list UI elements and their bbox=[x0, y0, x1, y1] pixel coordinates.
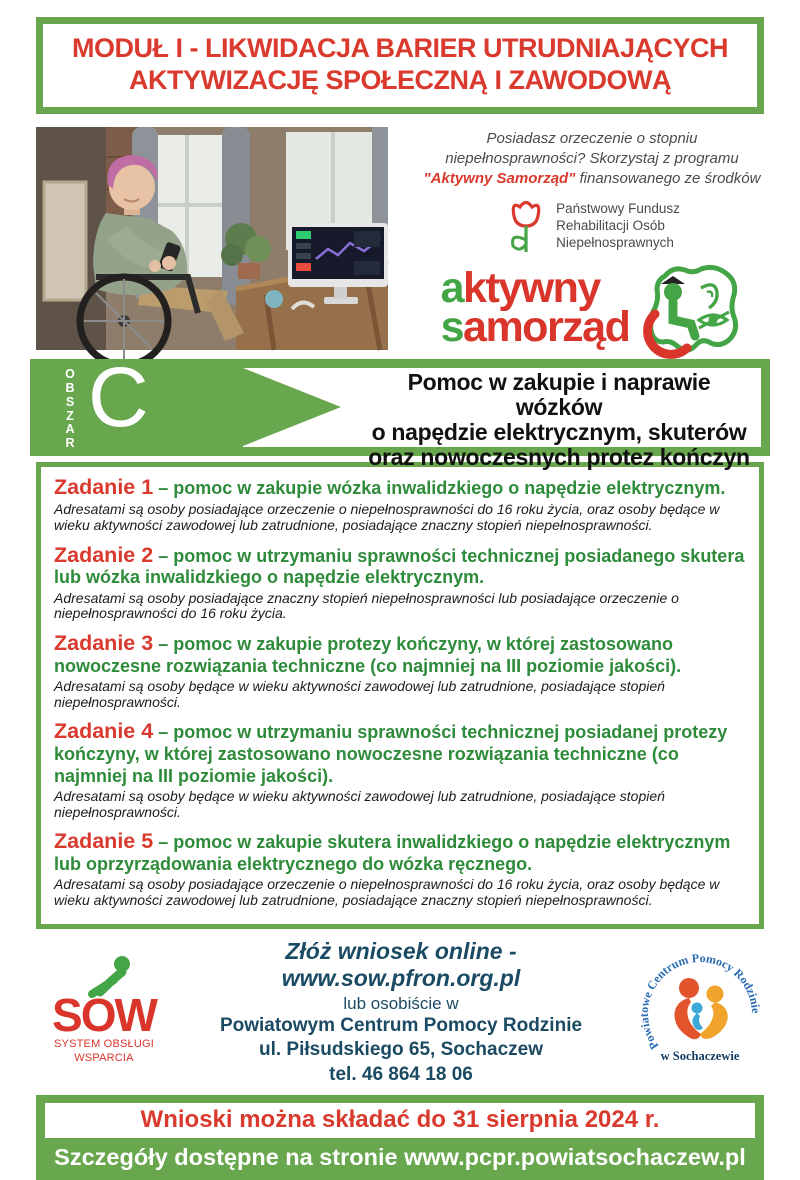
area-title-line2: o napędzie elektrycznym, skuterów bbox=[371, 419, 747, 446]
online-prefix: Złóż wniosek online - bbox=[285, 937, 517, 964]
area-title-line3: oraz nowoczesnych protez kończyn bbox=[368, 443, 750, 470]
task-3-heading bbox=[54, 631, 746, 677]
footer-prefix: Szczegóły dostępne na stronie bbox=[54, 1143, 405, 1170]
bottom-banner bbox=[36, 1095, 764, 1180]
area-title-line1: Pomoc w zakupie i naprawie wózków bbox=[407, 369, 711, 421]
intro-text bbox=[424, 129, 761, 190]
sow-subtitle-line2: WSPARCIA bbox=[74, 1051, 134, 1064]
photo-person-wheelchair bbox=[36, 127, 388, 350]
intro-line3 bbox=[424, 169, 761, 189]
or-line: lub osobiście w bbox=[343, 993, 459, 1013]
footer-url-link[interactable]: www.pcpr.powiatsochaczew.pl bbox=[404, 1143, 746, 1170]
pcpr-logo bbox=[630, 944, 770, 1081]
program-wordmark bbox=[440, 263, 630, 352]
task-2-number: Zadanie 2 bbox=[54, 542, 154, 567]
deadline-text: Wnioski można składać do 31 sierpnia 2024 r. bbox=[140, 1105, 660, 1133]
pfron-line1: Państwowy Fundusz bbox=[556, 201, 680, 217]
sow-logo bbox=[36, 960, 172, 1066]
deaf-ear-icon bbox=[701, 285, 717, 308]
intro-line2: niepełnosprawności? Skorzystaj z programu bbox=[445, 149, 739, 167]
poland-map-icon bbox=[635, 262, 743, 354]
header-title-line2: AKTYWIZACJĘ SPOŁECZNĄ I ZAWODOWĄ bbox=[129, 64, 671, 95]
task-3-description: Adresatami są osoby będące w wieku aktywności zawodowej lub zatrudnione, posiadające stopień niepełnosprawności. bbox=[54, 678, 665, 710]
intro-line1: Posiadasz orzeczenie o stopniu bbox=[486, 129, 698, 147]
online-url-link[interactable]: www.sow.pfron.org.pl bbox=[281, 964, 521, 991]
apply-section bbox=[36, 938, 770, 1088]
area-letter: C bbox=[88, 350, 149, 445]
pfron-line3: Niepełnosprawnych bbox=[556, 234, 674, 250]
tasks-panel bbox=[36, 462, 764, 928]
wordmark-amorzad: amorząd bbox=[463, 303, 630, 352]
task-3-number: Zadanie 3 bbox=[54, 630, 154, 655]
pcpr-heart-family-icon bbox=[674, 978, 727, 1039]
intro-suffix: finansowanego ze środków bbox=[575, 170, 761, 188]
task-4-title: – pomoc w utrzymaniu sprawności technicznej posiadanej protezy kończyny, w której zastosowano nowoczesne rozwiązania techniczne (co najmniej na III poziomie jakości). bbox=[54, 722, 728, 786]
deadline-banner bbox=[45, 1103, 755, 1138]
poster-page bbox=[0, 17, 800, 1170]
area-banner bbox=[30, 350, 770, 470]
area-title bbox=[363, 370, 755, 469]
online-line bbox=[176, 938, 626, 992]
task-5-heading bbox=[54, 829, 746, 875]
program-name-highlight: "Aktywny Samorząd" bbox=[423, 170, 576, 188]
svg-text:Powiatowe Centrum Pomocy Rodzi bbox=[637, 951, 763, 1052]
task-row-3 bbox=[54, 631, 746, 710]
wordmark-ktywny: ktywny bbox=[463, 263, 600, 312]
header-title-line1: MODUŁ I - LIKWIDACJA BARIER UTRUDNIAJĄCYCH bbox=[72, 33, 728, 63]
address-line: ul. Piłsudskiego 65, Sochaczew bbox=[258, 1039, 544, 1061]
pcpr-emblem-icon bbox=[633, 944, 767, 1076]
pfron-label bbox=[556, 201, 680, 252]
pfron-logo bbox=[504, 196, 680, 256]
task-4-description: Adresatami są osoby będące w wieku aktywności zawodowej lub zatrudnione, posiadające stopień niepełnosprawności. bbox=[54, 787, 665, 820]
header-title-box bbox=[36, 17, 764, 114]
sow-subtitle-line1: SYSTEM OBSŁUGI bbox=[54, 1038, 154, 1051]
footer-bar bbox=[45, 1138, 755, 1180]
tulip-icon bbox=[504, 196, 548, 256]
blind-eye-icon bbox=[699, 312, 729, 328]
task-1-description: Adresatami są osoby posiadające orzeczenie o niepełnosprawności do 16 roku życia, oraz osoby będące w wieku aktywności zawodowej lub zatrudnione, posiadające znaczny stopień niepełnosprawności. bbox=[54, 501, 720, 533]
phone-line: tel. 46 864 18 06 bbox=[329, 1064, 473, 1086]
task-row-1 bbox=[54, 475, 746, 533]
task-5-number: Zadanie 5 bbox=[54, 829, 154, 854]
task-row-2 bbox=[54, 543, 746, 622]
program-logo bbox=[441, 262, 744, 354]
contact-block bbox=[172, 938, 630, 1088]
task-row-5 bbox=[54, 829, 746, 908]
task-row-4 bbox=[54, 719, 746, 820]
task-1-number: Zadanie 1 bbox=[54, 475, 154, 500]
pfron-line2: Rehabilitacji Osób bbox=[556, 218, 665, 234]
task-4-heading bbox=[54, 719, 746, 787]
footer-text bbox=[54, 1144, 746, 1170]
task-2-heading bbox=[54, 543, 746, 589]
sow-person-icon bbox=[78, 956, 148, 1000]
sow-wordmark: SOW bbox=[52, 989, 156, 1042]
org-name: Powiatowym Centrum Pomocy Rodzinie bbox=[219, 1014, 583, 1036]
photo-illustration bbox=[36, 127, 388, 350]
wordmark-s: s bbox=[440, 303, 464, 352]
area-title-box bbox=[243, 368, 761, 470]
task-3-title: – pomoc w zakupie protezy kończyny, w której zastosowano nowoczesne rozwiązania techniczne (co najmniej na III poziomie jakości). bbox=[54, 633, 682, 676]
obszar-vertical-label: OBSZAR bbox=[65, 367, 75, 451]
task-5-description: Adresatami są osoby posiadające orzeczenie o niepełnosprawności do 16 roku życia, oraz osoby będące w wieku aktywności zawodowej lub zatrudnione, posiadające znaczny stopień niepełnosprawności. bbox=[54, 876, 720, 909]
task-4-number: Zadanie 4 bbox=[54, 719, 154, 744]
task-1-heading bbox=[54, 475, 746, 500]
area-arrow-icon bbox=[243, 368, 341, 446]
task-2-title: – pomoc w utrzymaniu sprawności technicznej posiadanego skutera lub wózka inwalidzkiego o napędzie elektrycznym. bbox=[54, 545, 745, 588]
pcpr-ring-text: Powiatowe Centrum Pomocy Rodzinie bbox=[636, 951, 764, 1053]
task-5-title: – pomoc w zakupie skutera inwalidzkiego o napędzie elektrycznym lub oprzyrządowania elektrycznego do wózka ręcznego. bbox=[54, 832, 731, 874]
pcpr-bottom-text: w Sochaczewie bbox=[660, 1049, 740, 1064]
intro-section bbox=[36, 127, 784, 355]
task-1-title: – pomoc w zakupie wózka inwalidzkiego o napędzie elektrycznym. bbox=[153, 478, 726, 499]
task-2-description: Adresatami są osoby posiadające znaczny stopień niepełnosprawności lub posiadające orzeczenie o niepełnosprawności do 16 roku życia. bbox=[54, 589, 679, 622]
wordmark-a: a bbox=[440, 263, 464, 312]
